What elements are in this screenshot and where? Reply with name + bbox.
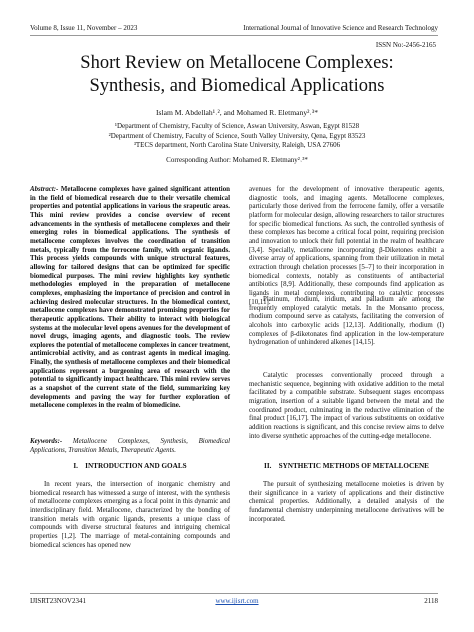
right-column-paragraph-3 [249,372,444,441]
section-2-paragraph: The pursuit of synthesizing metallocene moieties is driven by their significance in a variety of applications and their distinctive chemical properties. Additionally, a detailed analysis of the fundamental chemistry underpinning metallocene derivatives will be incorporated. [249,481,444,523]
section-1-number: I. [73,462,78,470]
section-2-heading [249,462,444,470]
right-column-paragraph-2 [249,296,444,348]
authors: Islam M. Abdellah¹˒², and Mohamed R. Eletmany²˒³* [155,108,318,117]
running-header-journal: International Journal of Innovative Science and Research Technology [243,24,438,32]
affiliation-3: ³TECS department, North Carolina State University, Raleigh, USA 27606 [133,141,341,150]
catalysis-paragraph: Platinum, rhodium, iridium, and palladium are among the frequently employed catalytic metals. In the Monsanto process, rhodium compound serve as catalysts, facilitating the conversion of alcohols into carboxylic acids [12,13]. Additionally, rhodium (I) complexes of β-diketonates find application in the low-temperature hydrogenation of unhindered alkenes [14,15]. [249,296,444,347]
affiliation-2: ²Department of Chemistry, Faculty of Science, South Valley University, Qena, Egypt 83523 [108,131,366,140]
section-1-title: INTRODUCTION AND GOALS [85,462,187,470]
intro-continued-paragraph: avenues for the development of innovative therapeutic agents, diagnostic tools, and imaging agents. Metallocene complexes, particularly those derived from the ferrocene family, offer a versatile platform for molecular design, allowing researchers to tailor structures for specific biomedical functions. As such, the controlled synthesis of these complexes has become a critical focal point, requiring precision and innovation to unlock their full potential in the realm of healthcare [3,4]. Specially, metallocene incorporating β-Diketones exhibit a diverse array of applications, spanning from their utilization in metal extraction through chelation processes [5–7] to their incorporation in biomedical contexts, notably as constituents of antibacterial antibiotics [8,9]. Additionally, these compounds find application as ligands in metal complexes, contributing to catalytic processes [10,11]. [249,186,444,306]
issn: ISSN No:-2456-2165 [375,41,436,49]
section-2-number: II. [264,462,272,470]
keywords [30,438,230,455]
abstract [30,186,230,411]
page-number: 2118 [424,597,438,605]
section-1-heading [30,462,230,470]
title-line-1: Short Review on Metallocene Complexes: [80,53,394,73]
section-1-paragraph: In recent years, the intersection of inorganic chemistry and biomedical research has witnessed a surge of interest, with the synthesis of metallocene complexes emerging as a focal point in this dynamic and interdisciplinary field. Metallocene, characterized by the bonding of transition metals with organic ligands, presents a unique class of compounds with diverse structural features and intriguing chemical properties [1,2]. The marriage of metal-containing compounds and biomedical sciences has opened new [30,481,230,549]
section-1-body [30,481,230,550]
affiliation-1: ¹Department of Chemistry, Faculty of Science, Aswan University, Aswan, Egypt 81528 [114,122,360,130]
affiliations [20,122,454,151]
paper-title [20,52,454,98]
section-2-body [249,481,444,524]
header-rule [30,35,438,36]
keywords-text: Metallocene Complexes, Synthesis, Biomedical Applications, Transition Metals, Therapeutic Agents. [30,438,230,454]
journal-website-link[interactable]: www.ijisrt.com [215,597,259,605]
mechanism-paragraph: Catalytic processes conventionally proceed through a mechanistic sequence, beginning with oxidative addition to the metal facilitated by a compatible substrate. Subsequent stages encompass migration, insertion of a suitable ligand between the metal and the coordinated product, culminating in the reductive elimination of the final product [16,17]. The impact of various substituents on oxidative addition reactions is significant, and this concise review aims to delve into diverse synthetic approaches of the cutting-edge metallocene. [249,372,444,440]
footer-rule [30,593,438,594]
abstract-label: Abstract:- [30,186,59,193]
paper-id: IJISRT23NOV2341 [30,597,86,605]
corresponding-author: Corresponding Author: Mohamed R. Eletmany²˒³* [166,156,308,164]
abstract-text: Metallocene complexes have gained significant attention in the field of biomedical research due to their versatile chemical properties and potential applications in various the srapeutic areas. This mini review provides a concise overview of recent advancements in the synthesis of metallocene complexes and their emerging roles in biomedical applications. The synthesis of metallocene complexes involves the coordination of transition metals, typically from the ferrocene family, with organic ligands. This process yields compounds with unique structural features, allowing for tailored designs that can be optimized for specific biomedical purposes. The mini review highlights key synthetic methodologies employed in the preparation of metallocene complexes, emphasizing the importance of precision and control in achieving desired molecular structures. In the biomedical context, metallocene complexes have demonstrated promising properties for therapeutic applications. Their ability to interact with biological systems at the molecular level opens avenues for the development of novel drugs, imaging agents, and diagnostic tools. The review explores the potential of metallocene complexes in cancer treatment, antimicrobial activity, and as contrast agents in medical imaging. Finally, the synthesis of metallocene complexes and their biomedical applications represent a burgeoning area of research with the potential to significantly impact healthcare. This mini review serves as a snapshot of the current state of the field, summarizing key developments and paving the way for further exploration of metallocene complexes in the realm of biomedicine. [30,186,230,410]
title-line-2: Synthesis, and Biomedical Applications [89,76,385,96]
running-header-volume: Volume 8, Issue 11, November – 2023 [30,24,138,32]
section-2-title: SYNTHETIC METHODS OF METALLOCENE [278,462,429,470]
right-column-paragraph-1 [249,186,444,307]
keywords-label: Keywords:- [30,438,63,445]
